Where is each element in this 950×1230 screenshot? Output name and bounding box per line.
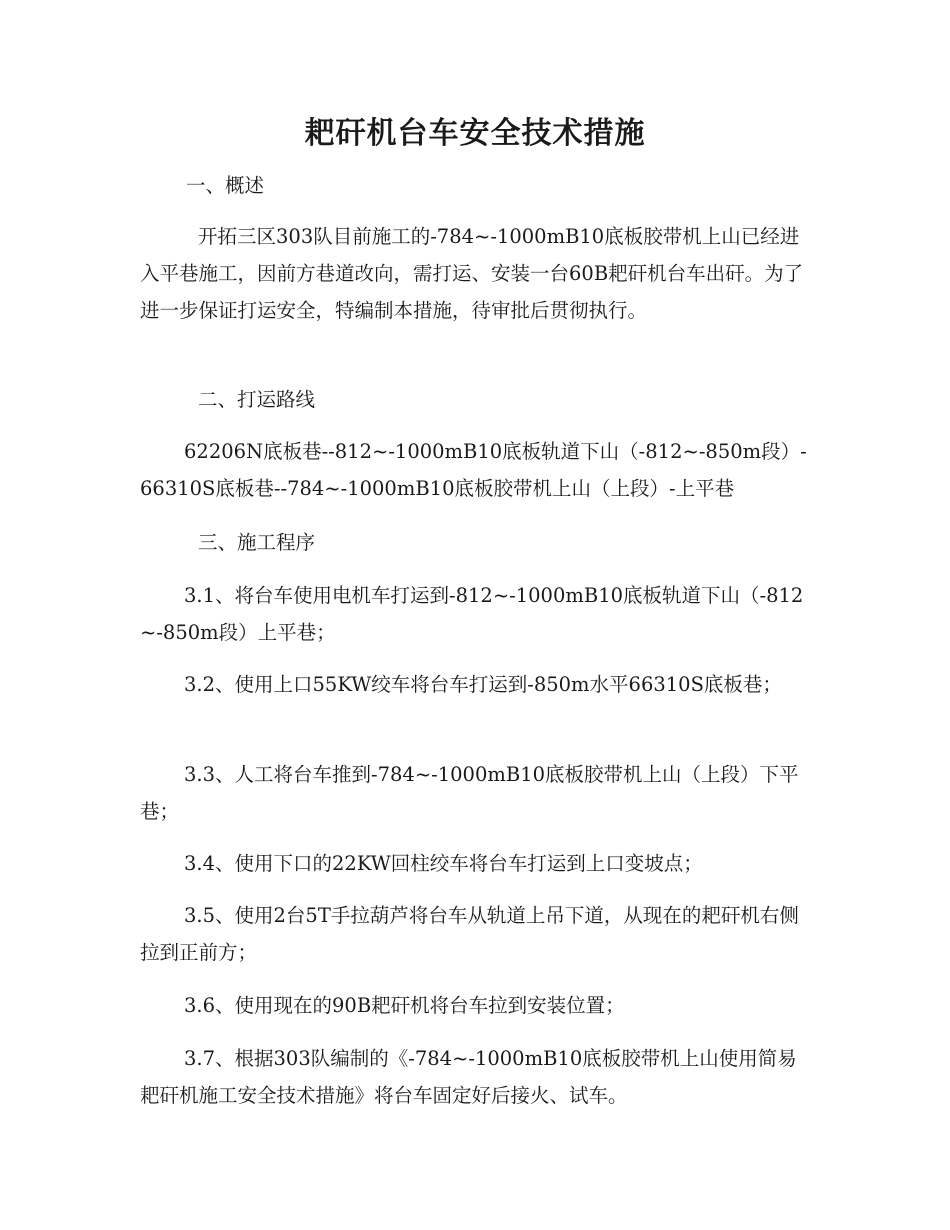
procedure-step-2: 3.2、使用上口55KW绞车将台车打运到-850m水平66310S底板巷； bbox=[184, 673, 782, 696]
section-heading-route: 二、打运路线 bbox=[198, 388, 316, 411]
procedure-step-6: 3.6、使用现在的90B耙矸机将台车拉到安装位置； bbox=[184, 994, 625, 1017]
procedure-step-7: 3.7、根据303队编制的《-784~-1000mB10底板胶带机上山使用简易耙矸机施工安全技术措施》将台车固定好后接火、试车。 bbox=[140, 1047, 797, 1107]
procedure-step-1: 3.1、将台车使用电机车打运到-812~-1000mB10底板轨道下山（-812~-850m段）上平巷； bbox=[140, 584, 804, 644]
procedure-step-4: 3.4、使用下口的22KW回柱绞车将台车打运到上口变坡点； bbox=[184, 852, 703, 875]
document-title: 耙矸机台车安全技术措施 bbox=[304, 116, 646, 151]
section-heading-overview: 一、概述 bbox=[186, 174, 265, 197]
section-body-route: 62206N底板巷--812~-1000mB10底板轨道下山（-812~-850m段）-66310S底板巷--784~-1000mB10底板胶带机上山（上段）-上平巷 bbox=[140, 440, 807, 500]
section-body-overview: 开拓三区303队目前施工的-784~-1000mB10底板胶带机上山已经进入平巷施工，因前方巷道改向，需打运、安装一台60B耙矸机台车出矸。为了进一步保证打运安全，特编制本措施，待审批后贯彻执行。 bbox=[140, 225, 804, 322]
procedure-step-3: 3.3、人工将台车推到-784~-1000mB10底板胶带机上山（上段）下平巷； bbox=[140, 763, 799, 823]
procedure-step-5: 3.5、使用2台5T手拉葫芦将台车从轨道上吊下道，从现在的耙矸机右侧拉到正前方； bbox=[140, 904, 799, 964]
section-heading-procedure: 三、施工程序 bbox=[198, 531, 316, 554]
